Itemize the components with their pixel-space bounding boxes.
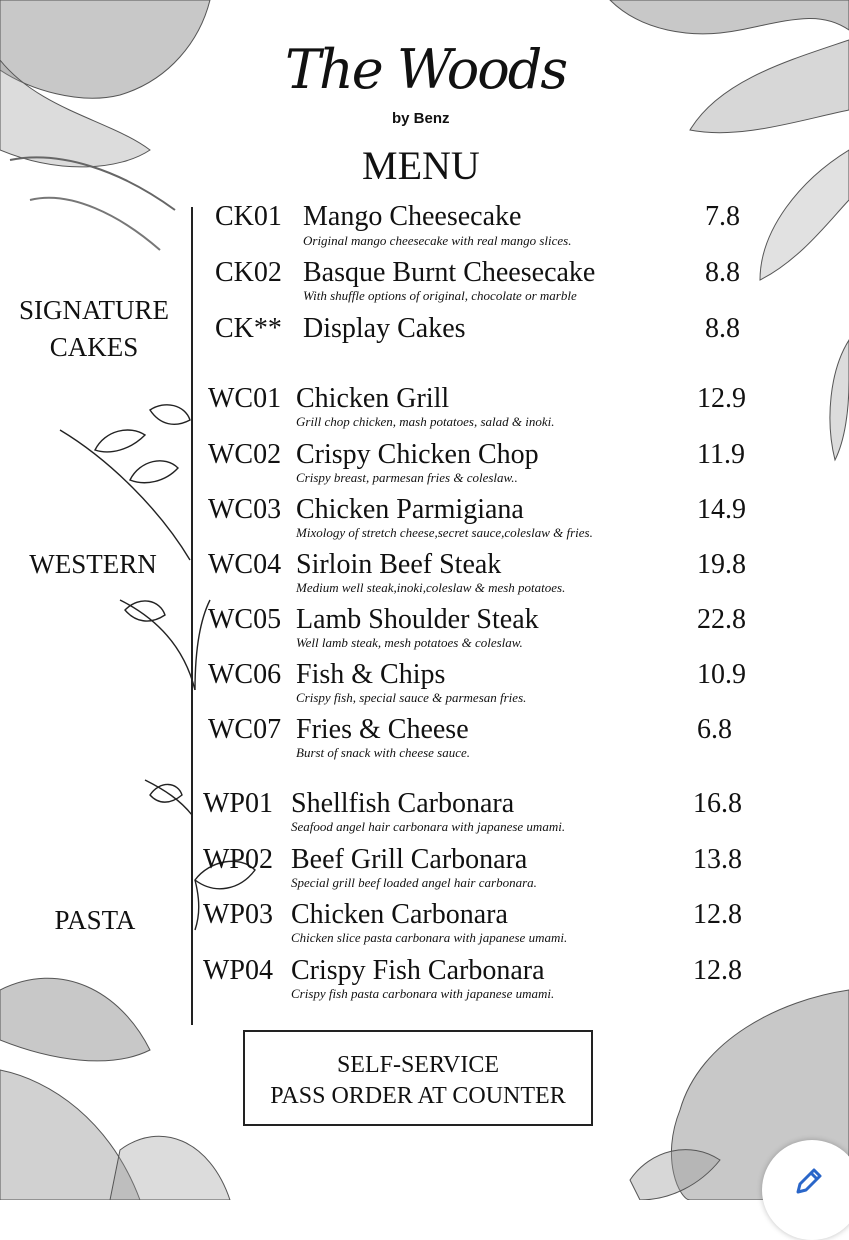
item-code: WC03 — [208, 494, 282, 525]
item-code: WP01 — [203, 788, 273, 819]
item-name: Crispy Chicken Chop — [296, 439, 539, 470]
item-name: Chicken Parmigiana — [296, 494, 524, 525]
item-price: 8.8 — [705, 313, 740, 344]
list-item — [203, 788, 566, 834]
list-item — [215, 314, 466, 344]
item-name: Basque Burnt Cheesecake — [303, 257, 596, 288]
item-code: WC07 — [208, 714, 282, 745]
item-price: 6.8 — [697, 714, 732, 745]
category-signature-cakes: SIGNATURE CAKES — [18, 295, 169, 362]
item-description: Crispy fish, special sauce & parmesan fries. — [296, 690, 527, 705]
item-name: Fries & Cheese — [296, 714, 469, 745]
item-description: Special grill beef loaded angel hair carbonara. — [291, 875, 537, 890]
category-western: WESTERN — [29, 549, 157, 579]
item-code: WC04 — [208, 549, 282, 580]
item-name: Chicken Grill — [296, 383, 450, 414]
item-price: 16.8 — [693, 788, 742, 819]
item-name: Display Cakes — [303, 313, 466, 344]
item-price: 10.9 — [697, 659, 746, 690]
list-item — [203, 955, 555, 1001]
item-price: 7.8 — [705, 201, 740, 232]
item-price: 19.8 — [697, 549, 746, 580]
item-price: 12.8 — [693, 899, 742, 930]
category-pasta: PASTA — [54, 905, 136, 935]
item-name: Chicken Carbonara — [291, 899, 508, 930]
item-name: Fish & Chips — [296, 659, 446, 690]
list-item — [208, 549, 566, 595]
list-item — [208, 383, 555, 429]
item-code: WP04 — [203, 955, 273, 986]
item-code: WP03 — [203, 899, 273, 930]
item-name: Lamb Shoulder Steak — [296, 604, 539, 635]
page-title: MENU — [362, 143, 480, 188]
item-description: Burst of snack with cheese sauce. — [296, 745, 471, 760]
brand-subtitle: by Benz — [392, 110, 450, 127]
brand-logo: The Woods — [285, 38, 567, 101]
item-name: Beef Grill Carbonara — [291, 844, 528, 875]
list-item — [208, 494, 593, 540]
item-description: Seafood angel hair carbonara with japanese umami. — [291, 819, 566, 834]
item-code: WC05 — [208, 604, 282, 635]
item-price: 11.9 — [697, 439, 745, 470]
list-item — [203, 844, 537, 890]
list-item — [208, 659, 527, 705]
item-code: CK01 — [215, 201, 282, 232]
pencil-icon — [792, 1164, 826, 1198]
item-description: Crispy fish pasta carbonara with japanese umami. — [291, 986, 555, 1001]
item-name: Shellfish Carbonara — [291, 788, 515, 819]
item-price: 22.8 — [697, 604, 746, 635]
item-description: Medium well steak,inoki,coleslaw & mesh potatoes. — [296, 580, 566, 595]
menu-divider — [191, 207, 193, 1025]
item-price: 14.9 — [697, 494, 746, 525]
item-description: Crispy breast, parmesan fries & coleslaw.. — [296, 470, 518, 485]
notice-line-1: SELF-SERVICE — [336, 1052, 500, 1078]
notice-line-2: PASS ORDER AT COUNTER — [270, 1083, 566, 1109]
list-item — [208, 714, 471, 760]
item-price: 12.9 — [697, 383, 746, 414]
item-description: Grill chop chicken, mash potatoes, salad & inoki. — [296, 414, 555, 429]
item-code: CK** — [215, 313, 282, 344]
item-price: 12.8 — [693, 955, 742, 986]
item-code: WP02 — [203, 844, 273, 875]
item-description: With shuffle options of original, chocolate or marble — [303, 288, 577, 303]
item-name: Mango Cheesecake — [303, 201, 522, 232]
item-description: Original mango cheesecake with real mango slices. — [303, 233, 572, 248]
item-code: WC06 — [208, 659, 282, 690]
item-price: 8.8 — [705, 257, 740, 288]
list-item — [208, 604, 539, 650]
item-name: Sirloin Beef Steak — [296, 549, 502, 580]
item-description: Mixology of stretch cheese,secret sauce,coleslaw & fries. — [296, 525, 593, 540]
list-item — [203, 899, 568, 945]
item-code: CK02 — [215, 257, 282, 288]
list-item — [208, 439, 539, 485]
item-code: WC02 — [208, 439, 282, 470]
item-name: Crispy Fish Carbonara — [291, 955, 545, 986]
edit-button[interactable] — [762, 1140, 849, 1240]
item-description: Chicken slice pasta carbonara with japanese umami. — [291, 930, 568, 945]
list-item — [215, 257, 596, 303]
item-description: Well lamb steak, mesh potatoes & coleslaw. — [296, 635, 523, 650]
service-notice — [243, 1030, 593, 1126]
list-item — [215, 201, 572, 248]
item-price: 13.8 — [693, 844, 742, 875]
item-code: WC01 — [208, 383, 282, 414]
